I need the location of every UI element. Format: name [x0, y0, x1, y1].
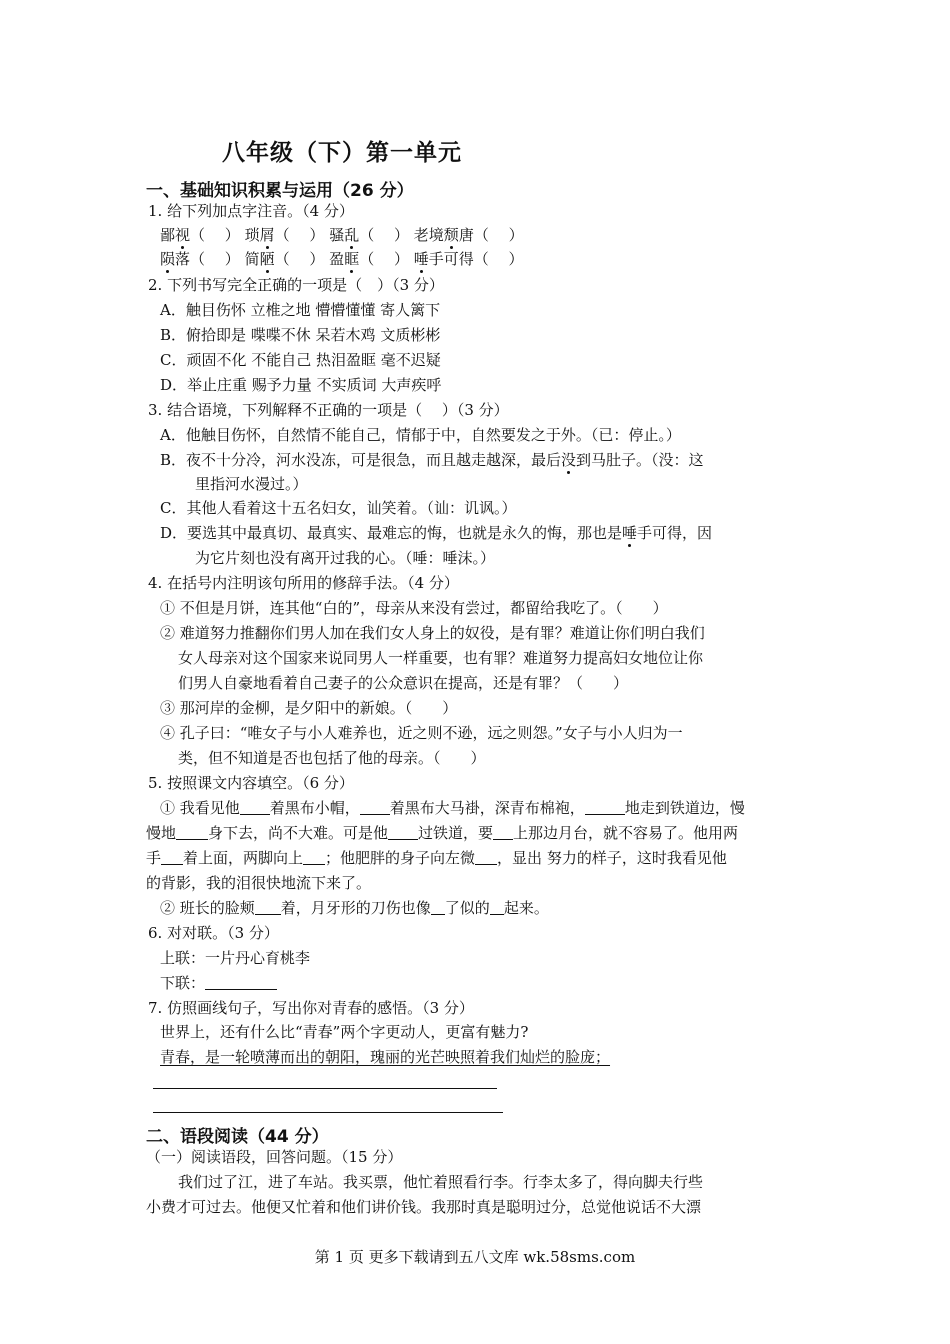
fill-blank[interactable] — [255, 899, 281, 915]
fill-blank[interactable] — [240, 799, 270, 815]
fill-line: 慢地 身下去，尚不大难。可是他 过铁道，要 上那边月台，就不容易了。他用两 — [146, 824, 739, 842]
option: B．俯拾即是 喋喋不休 呆若木鸡 文质彬彬 — [160, 326, 441, 344]
fill-blank[interactable] — [303, 849, 325, 865]
sentence: 类，但不知道是否也包括了他的母亲。（ ） — [178, 749, 486, 767]
fill-blank[interactable] — [360, 799, 390, 815]
question-stem: 3. 结合语境，下列解释不正确的一项是（ ）（3 分） — [148, 401, 509, 419]
option: C．顽固不化 不能自己 热泪盈眶 毫不迟疑 — [160, 351, 441, 369]
option: D．要选其中最真切、最真实、最难忘的悔，也就是永久的悔，那也是唾手可得，因 — [160, 524, 713, 542]
option: C．其他人看着这十五名妇女，讪笑着。（讪：讥讽。） — [160, 499, 517, 517]
page-footer: 第 1 页 更多下载请到五八文库 wk.58sms.com — [314, 1248, 636, 1266]
section-heading: 一、基础知识积累与运用（26 分） — [146, 181, 414, 201]
sentence: 世界上，还有什么比“青春”两个字更动人，更富有魅力? — [160, 1023, 529, 1041]
question-stem: 7. 仿照画线句子，写出你对青春的感悟。（3 分） — [148, 999, 474, 1017]
pinyin-row: 鄙视（ ） 琐屑（ ） 骚乱（ ） 老境颓唐（ ） — [160, 226, 524, 244]
fill-blank[interactable] — [475, 849, 497, 865]
question-stem: 4. 在括号内注明该句所用的修辞手法。（4 分） — [148, 574, 459, 592]
sentence: 女人母亲对这个国家来说同男人一样重要，也有罪？难道努力提高妇女地位让你 — [178, 649, 704, 667]
fill-line: ① 我看见他 着黑布小帽， 着黑布大马褂，深青布棉袍， 地走到铁道边，慢 — [160, 799, 745, 817]
sentence: ① 不但是月饼，连其他“白的”，母亲从来没有尝过，都留给我吃了。（ ） — [160, 599, 668, 617]
fill-blank[interactable] — [161, 849, 183, 865]
sentence: ③ 那河岸的金柳，是夕阳中的新娘。（ ） — [160, 699, 458, 717]
question-stem: 5. 按照课文内容填空。（6 分） — [148, 774, 354, 792]
option: D．举止庄重 赐予力量 不实质词 大声疾呼 — [160, 376, 442, 394]
option: A．他触目伤怀，自然情不能自己，情郁于中，自然要发之于外。（已：停止。） — [160, 426, 681, 444]
pinyin-row: 陨落（ ） 简陋（ ） 盈眶（ ） 唾手可得（ ） — [160, 250, 524, 268]
subsection-heading: （一）阅读语段，回答问题。（15 分） — [146, 1148, 403, 1166]
answer-line[interactable] — [153, 1112, 503, 1113]
option: B．夜不十分冷，河水没冻，可是很急，而且越走越深，最后没到马肚子。（没：这 — [160, 451, 704, 469]
option: A．触目伤怀 立椎之地 懵懵懂懂 寄人篱下 — [160, 301, 441, 319]
fill-line: 的背影，我的泪很快地流下来了。 — [146, 874, 372, 892]
fill-blank[interactable] — [176, 824, 208, 840]
question-stem: 1. 给下列加点字注音。（4 分） — [148, 202, 354, 220]
paragraph-line: 我们过了江，进了车站。我买票，他忙着照看行李。行李太多了，得向脚夫行些 — [178, 1173, 704, 1191]
couplet-lower: 下联： — [160, 973, 277, 993]
couplet-upper: 上联：一片丹心育桃李 — [160, 949, 311, 967]
fill-blank[interactable] — [585, 799, 625, 815]
question-stem: 2. 下列书写完全正确的一项是（ ）（3 分） — [148, 276, 444, 294]
sentence: 们男人自豪地看着自己妻子的公众意识在提高，还是有罪？（ ） — [178, 674, 629, 692]
sentence: ④ 孔子曰：“唯女子与小人难养也，近之则不逊，远之则怨。”女子与小人归为一 — [160, 724, 683, 742]
fill-line: ② 班长的脸颊 着，月牙形的刀伤也像 了似的 起来。 — [160, 899, 549, 917]
fill-blank[interactable] — [493, 824, 513, 840]
fill-blank[interactable] — [388, 824, 418, 840]
question-stem: 6. 对对联。（3 分） — [148, 924, 279, 942]
sentence: ② 难道努力推翻你们男人加在我们女人身上的奴役，是有罪？难道让你们明白我们 — [160, 624, 705, 642]
option-continued: 为它片刻也没有离开过我的心。（唾：唾沫。） — [195, 549, 496, 567]
fill-line: 手 着上面，两脚向上 ；他肥胖的身子向左微 ，显出 努力的样子，这时我看见他 — [146, 849, 727, 867]
section-heading: 二、语段阅读（44 分） — [146, 1127, 329, 1147]
page-title: 八年级（下）第一单元 — [222, 140, 462, 166]
fill-blank[interactable] — [431, 899, 445, 915]
paragraph-line: 小费才可过去。他便又忙着和他们讲价钱。我那时真是聪明过分，总觉他说话不大漂 — [146, 1198, 702, 1216]
underlined-sentence: 青春，是一轮喷薄而出的朝阳，瑰丽的光芒映照着我们灿烂的脸庞； — [160, 1048, 611, 1066]
answer-line[interactable] — [153, 1088, 497, 1089]
option-continued: 里指河水漫过。） — [195, 475, 308, 493]
fill-blank[interactable] — [490, 899, 504, 915]
answer-blank[interactable] — [205, 974, 277, 990]
